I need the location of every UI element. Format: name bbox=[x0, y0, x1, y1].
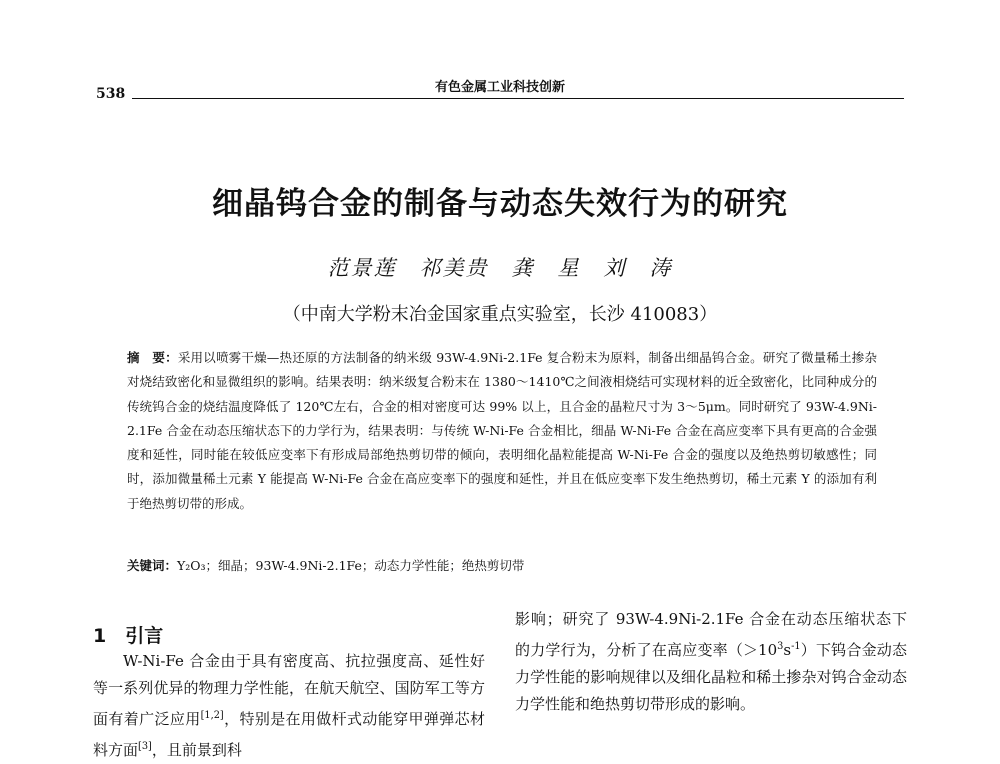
keywords-label: 关键词： bbox=[127, 558, 178, 573]
citation-2: [3] bbox=[138, 741, 152, 752]
header-rule bbox=[132, 98, 904, 99]
article-affiliation: （中南大学粉末冶金国家重点实验室，长沙 410083） bbox=[282, 304, 718, 325]
exponent-1: 3 bbox=[777, 641, 784, 652]
intro-text-b: ，特别是在用做杆式动能穿甲弹弹芯材料方面 bbox=[93, 710, 485, 759]
article-authors: 范景莲 祁美贵 龚 星 刘 涛 bbox=[327, 256, 673, 280]
page-number: 538 bbox=[96, 86, 126, 102]
abstract-text: 采用以喷雾干燥—热还原的方法制备的纳米级 93W-4.9Ni-2.1Fe 复合粉末为原料，制备出细晶钨合金。研究了微量稀土掺杂对烧结致密化和显微组织的影响。结果表明：纳米级复合粉末在 1380～1410℃之间液相烧结可实现材料的近全致密化，比同种成分的传统钨合金的烧结温度降低了 120℃左右，合金的相对密度可达 99% 以上，且合金的晶粒尺寸为 3～5μm。同时研究了 93W-4.9Ni-2.1Fe 合金在动态压缩状态下的力学行为，结果表明：与传统 W-Ni-Fe 合金相比，细晶 W-Ni-Fe 合金在高应变率下具有更高的合金强度和延性，同时能在较低应变率下有形成局部绝热剪切带的倾向，表明细化晶粒能提高 W-Ni-Fe 合金的强度以及绝热剪切敏感性；同时，添加微量稀土元素 Y 能提高 W-Ni-Fe 合金在高应变率下的强度和延性，并且在低应变率下发生绝热剪切，稀土元素 Y 的添加有利于绝热剪切带的形成。 bbox=[127, 350, 877, 511]
intro-paragraph bbox=[93, 648, 485, 764]
keywords-text: Y₂O₃；细晶；93W-4.9Ni-2.1Fe；动态力学性能；绝热剪切带 bbox=[177, 558, 525, 573]
keywords bbox=[127, 556, 877, 574]
right-text-b: s bbox=[783, 641, 792, 659]
right-column bbox=[515, 606, 907, 718]
right-text-c: ）下钨合金动态力学性能的影响规律以及细化晶粒和稀土掺杂对钨合金动态力学性能和绝热剪切带形成的影响。 bbox=[515, 641, 907, 713]
citation-1: [1,2] bbox=[200, 710, 224, 721]
article-title: 细晶钨合金的制备与动态失效行为的研究 bbox=[212, 186, 788, 222]
abstract bbox=[127, 346, 877, 516]
exponent-2: -1 bbox=[791, 641, 801, 652]
section-heading: 1 引言 bbox=[93, 625, 164, 647]
right-text-a: 影响；研究了 93W-4.9Ni-2.1Fe 合金在动态压缩状态下的力学行为，分析了在高应变率（＞10 bbox=[515, 610, 907, 659]
journal-header: 有色金属工业科技创新 bbox=[434, 80, 565, 95]
intro-text-a: W-Ni-Fe 合金由于具有密度高、抗拉强度高、延性好等一系列优异的物理力学性能，在航天航空、国防军工等方面有着广泛应用 bbox=[93, 652, 485, 728]
abstract-label: 摘 要： bbox=[127, 350, 178, 365]
left-column bbox=[93, 648, 485, 764]
intro-text-c: ，且前景到科 bbox=[151, 741, 242, 759]
